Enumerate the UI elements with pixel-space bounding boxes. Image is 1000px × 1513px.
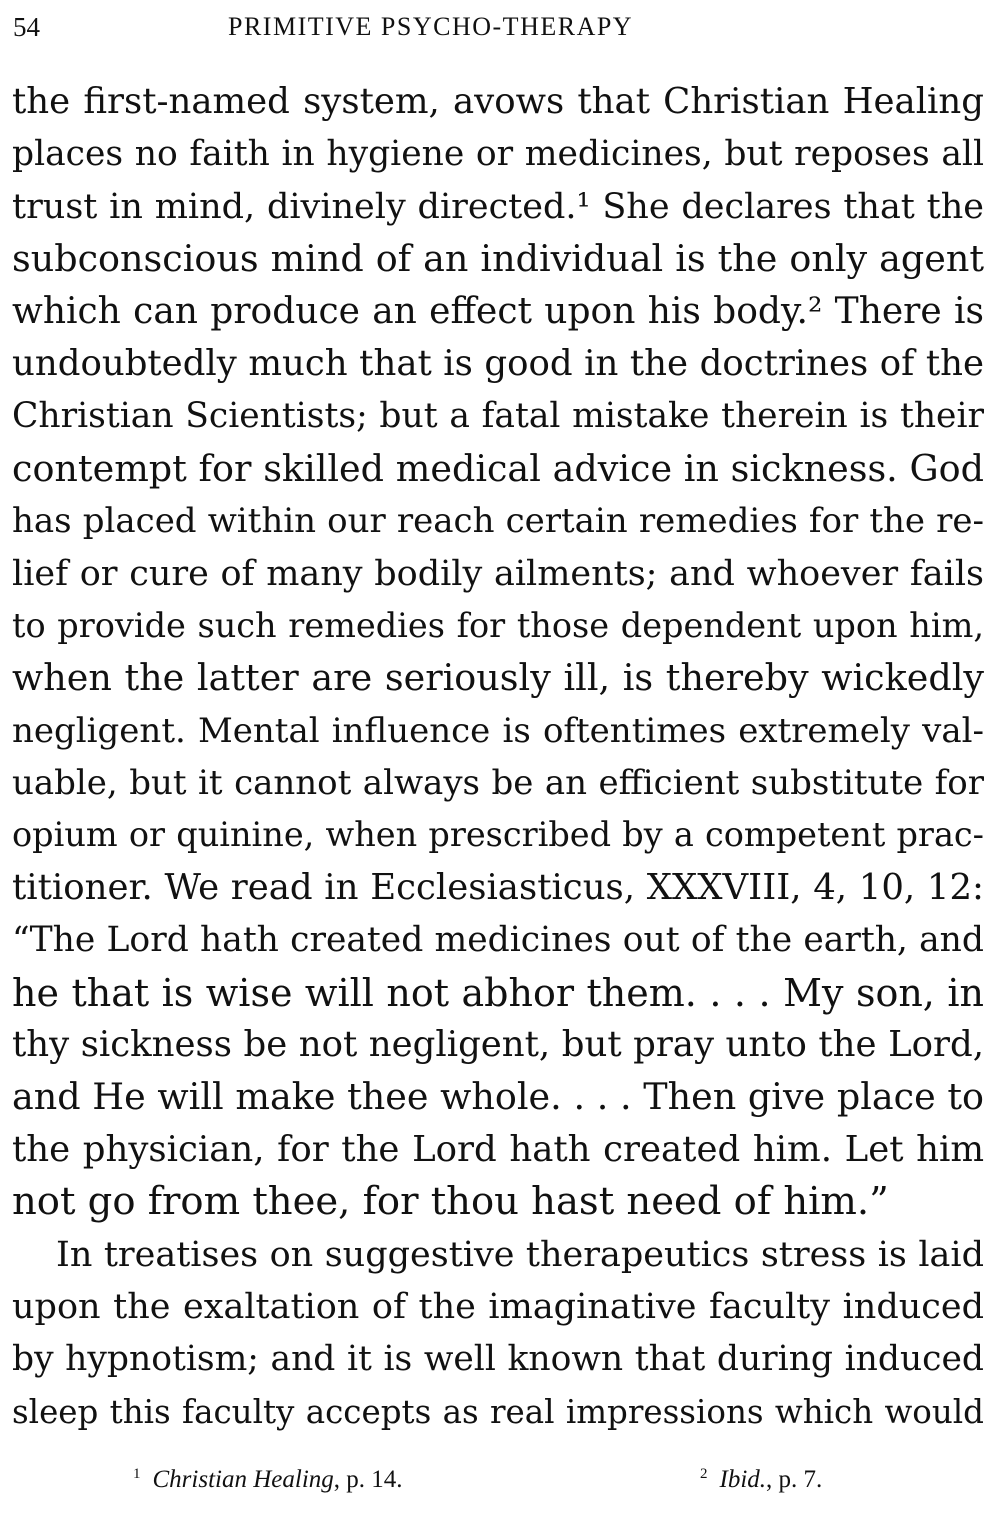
text-line: thy sickness be not negligent, but pray unto the Lord, xyxy=(12,1024,984,1066)
text-line: by hypnotism; and it is well known that during induced xyxy=(12,1339,984,1380)
text-line: has placed within our reach certain remedies for the re- xyxy=(12,501,984,542)
text-line: places no faith in hygiene or medicines, but reposes all xyxy=(12,134,984,175)
footnote-2 xyxy=(700,1466,822,1494)
footnote-title: Ibid. xyxy=(719,1466,767,1493)
paragraph-2 xyxy=(12,1229,984,1439)
text-line: Christian Scientists; but a fatal mistake therein is their xyxy=(12,396,984,437)
text-line: negligent. Mental influence is oftentimes extremely val- xyxy=(12,710,984,751)
paragraph-1 xyxy=(12,76,984,1229)
text-line: titioner. We read in Ecclesiasticus, XXXVIII, 4, 10, 12: xyxy=(12,866,984,908)
body-text xyxy=(12,76,984,1438)
footnotes xyxy=(0,1466,1000,1506)
text-line: lief or cure of many bodily ailments; and whoever fails xyxy=(12,553,984,594)
text-line: uable, but it cannot always be an efficient substitute for xyxy=(12,763,984,804)
text-line: which can produce an effect upon his body.² There is xyxy=(12,290,984,332)
text-line: the physician, for the Lord hath created him. Let him xyxy=(12,1128,984,1170)
text-line: contempt for skilled medical advice in sickness. God xyxy=(12,446,984,490)
footnote-marker: 1 xyxy=(133,1466,141,1482)
text-line: not go from thee, for thou hast need of him.” xyxy=(12,1179,889,1225)
text-line: and He will make thee whole. . . . Then give place to xyxy=(12,1075,984,1119)
page-header xyxy=(13,12,983,52)
text-line: “The Lord hath created medicines out of the earth, and xyxy=(12,920,984,961)
text-line: undoubtedly much that is good in the doctrines of the xyxy=(12,342,984,384)
footnote-1 xyxy=(133,1466,403,1494)
footnote-marker: 2 xyxy=(700,1466,708,1482)
text-line: to provide such remedies for those dependent upon him, xyxy=(12,605,984,645)
text-line: trust in mind, divinely directed.¹ She declares that the xyxy=(12,186,984,227)
footnote-page: , p. 7. xyxy=(766,1466,823,1493)
text-line: when the latter are seriously ill, is thereby wickedly xyxy=(12,656,984,700)
page-number: 54 xyxy=(13,12,40,42)
text-line: subconscious mind of an individual is the only agent xyxy=(12,237,984,281)
footnote-page: , p. 14. xyxy=(333,1466,403,1493)
text-line: opium or quinine, when prescribed by a competent prac- xyxy=(12,815,984,855)
text-line: In treatises on suggestive therapeutics stress is laid xyxy=(56,1234,984,1275)
text-line: he that is wise will not abhor them. . . . My son, in xyxy=(12,970,984,1015)
footnote-title: Christian Healing xyxy=(152,1466,334,1493)
running-head: PRIMITIVE PSYCHO-THERAPY xyxy=(228,12,634,41)
text-line: sleep this faculty accepts as real impressions which would xyxy=(12,1392,984,1431)
text-line: the first-named system, avows that Christian Healing xyxy=(12,81,984,122)
text-line: upon the exaltation of the imaginative faculty induced xyxy=(12,1286,984,1327)
